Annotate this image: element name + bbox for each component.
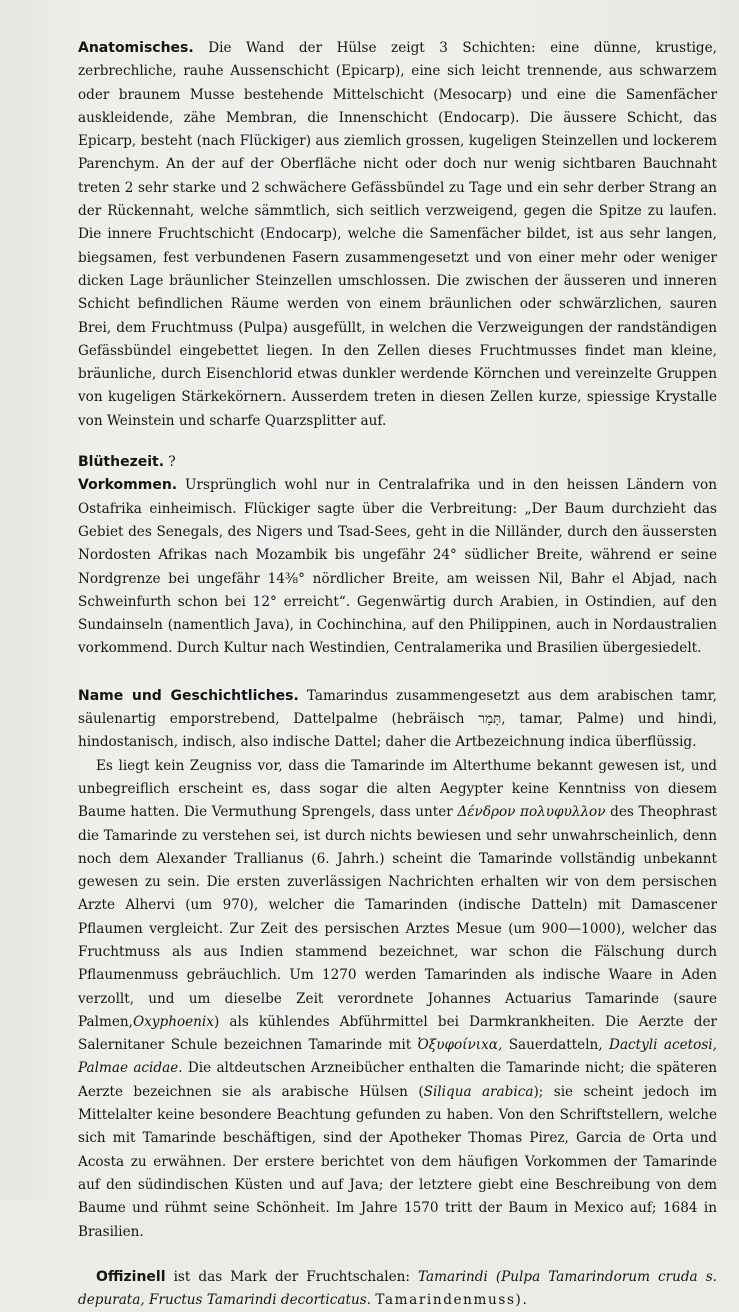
section-officinal	[78, 1266, 717, 1312]
history-p2-part-b: des Theophrast die Tamarinde zu verstehen sei, ist durch nichts bewiesen und sehr unwahrscheinlich, denn noch dem Alexander Trallianus (6. Jahrh.) scheint die Tamarinde vollständig unbekannt gewesen zu sein. Die ersten zuverlässigen Nachrichten erhalten wir von dem persischen Arzte Alhervi (um 970), welcher die Tamarinden (indische Datteln) mit Damascener Pflaumen vergleicht. Zur Zeit des persischen Arztes Mesue (um 900—1000), welcher das Fruchtmuss als aus Indien stammend bezeichnet, war schon die Fälschung durch Pflaumenmuss gebräuchlich. Um 1270 werden Tamarinden als indische Waare in Aden verzollt, und um dieselbe Zeit verordnete Johannes Actuarius Tamarinde (saure Palmen,	[78, 804, 718, 1030]
section-history	[78, 685, 717, 1244]
section-bloom	[78, 451, 717, 474]
history-p2-part-f: ); sie scheint jedoch im Mittelalter keine besondere Beachtung gefunden zu haben. Von den Schriftstellern, welche sich mit Tamarinde beschäftigen, sind der Apotheker Thomas Pirez, Garcia de Orta und Acosta zu erwähnen. Der erstere berichtet von dem häufigen Vorkommen der Tamarinde auf den südindischen Küsten und auf Java; der letztere giebt eine Beschreibung von dem Baume und rühmt seine Schönheit. Im Jahre 1570 tritt der Baum in Mexico auf; 1684 in Brasilien.	[78, 1083, 717, 1240]
greek-term-oxyphoinika: Ὀξυφοίνιxα,	[417, 1037, 503, 1054]
anatomy-paragraph	[78, 37, 717, 433]
section-occurrence	[78, 474, 717, 660]
history-p2-part-d: Sauerdatteln,	[508, 1037, 603, 1054]
officinal-italic-names: Tamarindi (Pulpa Tamarindorum cruda s. depurata, Fructus Tamarindi decorticatus.	[78, 1268, 717, 1309]
bloom-paragraph	[78, 451, 717, 474]
section-anatomy	[78, 37, 717, 433]
officinal-text-a: ist das Mark der Fruchtschalen:	[173, 1268, 410, 1285]
history-p2-part-e: Die altdeutschen Arzneibücher enthalten die Tamarinde nicht; die späteren Aerzte bezeichnen sie als arabische Hülsen (	[78, 1060, 717, 1100]
history-p2-part-c: ) als kühlendes Abführmittel bei Darmkrankheiten. Die Aerzte der Salernitaner Schule bezeichnen Tamarinde mit	[78, 1013, 717, 1054]
officinal-heading: Offizinell	[96, 1268, 166, 1285]
occurrence-heading: Vorkommen.	[78, 477, 178, 494]
history-heading: Name und Geschichtliches.	[78, 687, 299, 704]
officinal-paragraph	[78, 1266, 717, 1312]
occurrence-text: Ursprünglich wohl nur in Centralafrika und in den heissen Ländern von Ostafrika einheimisch. Flückiger sagte über die Verbreitung: „Der Baum durchzieht das Gebiet des Senegals, des Nigers und Tsad-Sees, geht in die Nilländer, durch den äussersten Nordosten Afrikas nach Mozambik bis ungefähr 24° südlicher Breite, während er seine Nordgrenze bei ungefähr 14⅜° nördlicher Breite, am weissen Nil, Bahr el Abjad, nach Schweinfurth schon bei 12° erreicht“. Gegenwärtig durch Arabien, in Ostindien, auf den Sundainseln (namentlich Java), in Cochinchina, auf den Philippinen, auch in Nordaustralien vorkommend. Durch Kultur nach Westindien, Centralamerika und Brasilien übergesiedelt.	[78, 477, 717, 657]
occurrence-paragraph	[78, 474, 717, 660]
anatomy-text: Die Wand der Hülse zeigt 3 Schichten: eine dünne, krustige, zerbrechliche, rauhe Aussenschicht (Epicarp), eine sich leicht trennende, aus schwarzem oder braunem Musse bestehende Mittelschicht (Mesocarp) und eine die Samenfächer auskleidende, zähe Membran, die Innenschicht (Endocarp). Die äussere Schicht, das Epicarp, besteht (nach Flückiger) aus ziemlich grossen, kugeligen Steinzellen und lockerem Parenchym. An der auf der Oberfläche nicht oder doch nur wenig sichtbaren Bauchnaht treten 2 sehr starke und 2 schwächere Gefässbündel zu Tage und ein sehr derber Strang an der Rückennaht, welche sämmtlich, sich seitlich verzweigend, gegen die Spitze zu laufen. Die innere Fruchtschicht (Endocarp), welche die Samenfächer bildet, ist aus sehr langen, biegsamen, fest verbundenen Fasern zusammengesetzt und von einer mehr oder weniger dicken Lage bräunlicher Steinzellen umschlossen. Die zwischen der äusseren und inneren Schicht befindlichen Räume werden von einem bräunlichen oder schwärzlichen, sauren Brei, dem Fruchtmuss (Pulpa) ausgefüllt, in welchen die Verzweigungen der randständigen Gefässbündel eingebettet liegen. In den Zellen dieses Fruchtmusses findet man kleine, bräunliche, durch Eisenchlorid etwas dunkler werdende Körnchen und vereinzelte Gruppen von kugeligen Stärkekörnern. Ausserdem treten in diesen Zellen kurze, spiessige Krystalle von Weinstein und scharfe Quarzsplitter auf.	[78, 40, 717, 429]
history-p1-text: Tamarindus zusammengesetzt aus dem arabischen tamr, säulenartig emporstrebend, Dattelpalme (hebräisch תָּמָר, tamar, Palme) und hindi, hindostanisch, indisch, also indische Dattel; daher die Artbezeichnung indica überflüssig.	[78, 687, 717, 751]
officinal-text-b: Tamarindenmuss).	[375, 1292, 529, 1309]
anatomy-heading: Anatomisches.	[78, 40, 194, 56]
latin-term-siliqua: Siliqua arabica	[423, 1083, 534, 1100]
history-paragraph-2	[78, 755, 717, 1244]
latin-term-dactyli: Dactyli acetosi, Palmae acidae.	[78, 1037, 717, 1077]
history-paragraph-1	[78, 685, 717, 755]
latin-term-oxyphoenix: Oxyphoenix	[133, 1013, 214, 1030]
bloom-text: ?	[168, 454, 176, 471]
bloom-heading: Blüthezeit.	[78, 454, 165, 471]
greek-term-dendron: Δένδρον πολυφυλλον	[457, 804, 606, 821]
history-p2-part-a: Es liegt kein Zeugniss vor, dass die Tamarinde im Alterthume bekannt gewesen ist, und unbegreiflich erscheint es, dass sogar die alten Aegypter keine Kenntniss von diesem Baume hatten. Die Vermuthung Sprengels, dass unter	[78, 757, 717, 821]
